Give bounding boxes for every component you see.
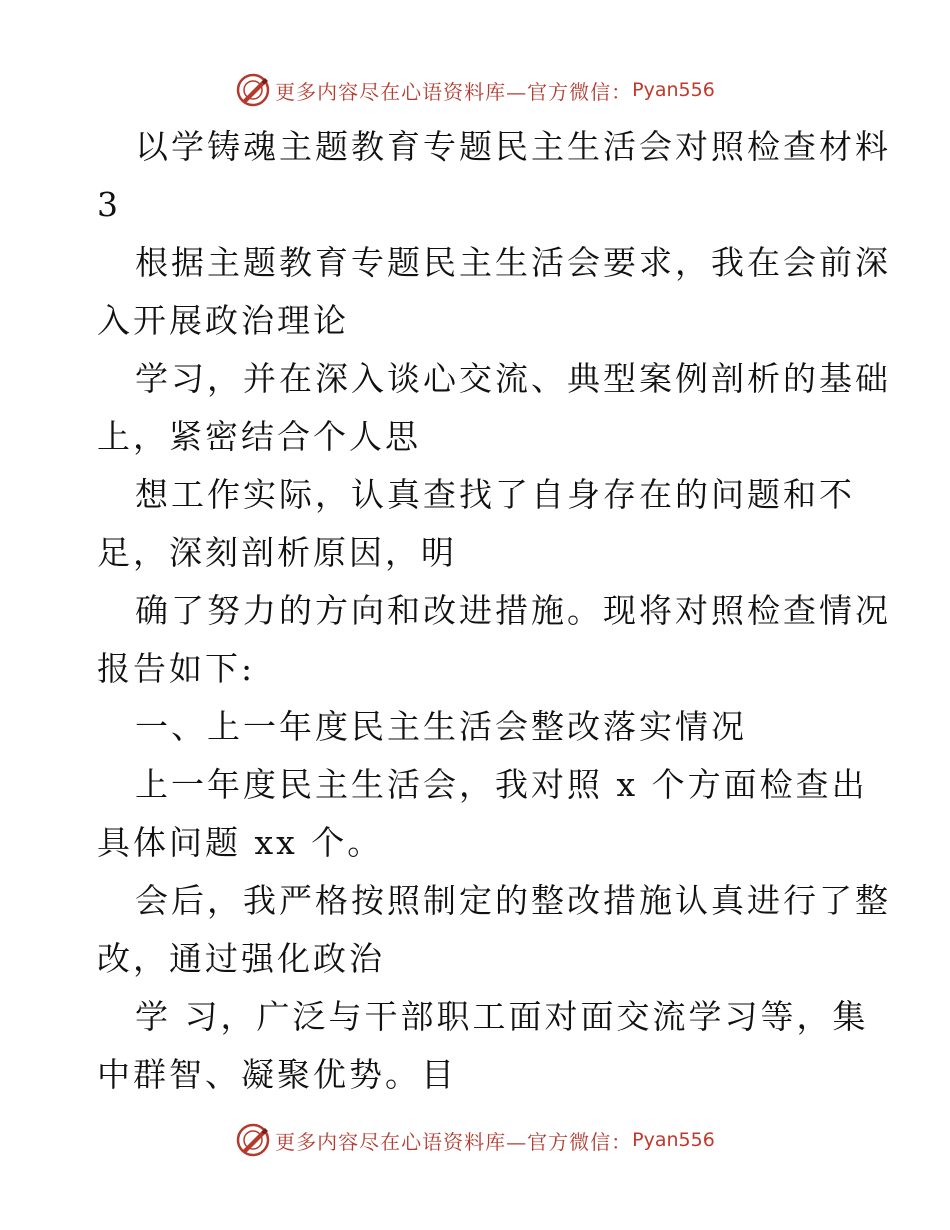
paragraph-line: 学习，并在深入谈心交流、典型案例剖析的基础 [135,359,891,398]
paragraph-line: 报告如下: [97,649,256,688]
paragraph-line: 改，通过强化政治 [97,939,385,978]
watermark-wechat-id: Pyan556 [632,1129,715,1151]
watermark-text: 更多内容尽在心语资料库—官方微信： [275,1129,633,1154]
footer-watermark [0,1120,950,1160]
paragraph-line: 确了努力的方向和改进措施。现将对照检查情况 [135,591,891,630]
paragraph-line: 具体问题 xx 个。 [97,823,384,862]
paragraph-line: 入开展政治理论 [97,301,349,340]
paragraph-line: 上，紧密结合个人思 [97,417,421,456]
document-body [97,118,891,1104]
pen-logo-icon [235,1122,271,1158]
paragraph-line: 中群智、凝聚优势。目 [97,1055,457,1094]
paragraph-line: 想工作实际，认真查找了自身存在的问题和不 [135,475,855,514]
watermark-text: 更多内容尽在心语资料库—官方微信： [275,79,633,104]
paragraph-line: 上一年度民主生活会，我对照 x 个方面检查出 [135,765,868,804]
paragraph-line: 根据主题教育专题民主生活会要求，我在会前深 [135,243,891,282]
section-heading: 一、上一年度民主生活会整改落实情况 [135,707,747,746]
watermark-wechat-id: Pyan556 [632,79,715,101]
paragraph-line: 学 习，广泛与干部职工面对面交流学习等，集 [135,997,869,1036]
document-title-line-1: 以学铸魂主题教育专题民主生活会对照检查材料 [135,127,891,166]
document-title-line-2: 3 [97,185,121,224]
paragraph-line: 足，深刻剖析原因，明 [97,533,457,572]
header-watermark [0,70,950,110]
paragraph-line: 会后，我严格按照制定的整改措施认真进行了整 [135,881,891,920]
pen-logo-icon [235,72,271,108]
